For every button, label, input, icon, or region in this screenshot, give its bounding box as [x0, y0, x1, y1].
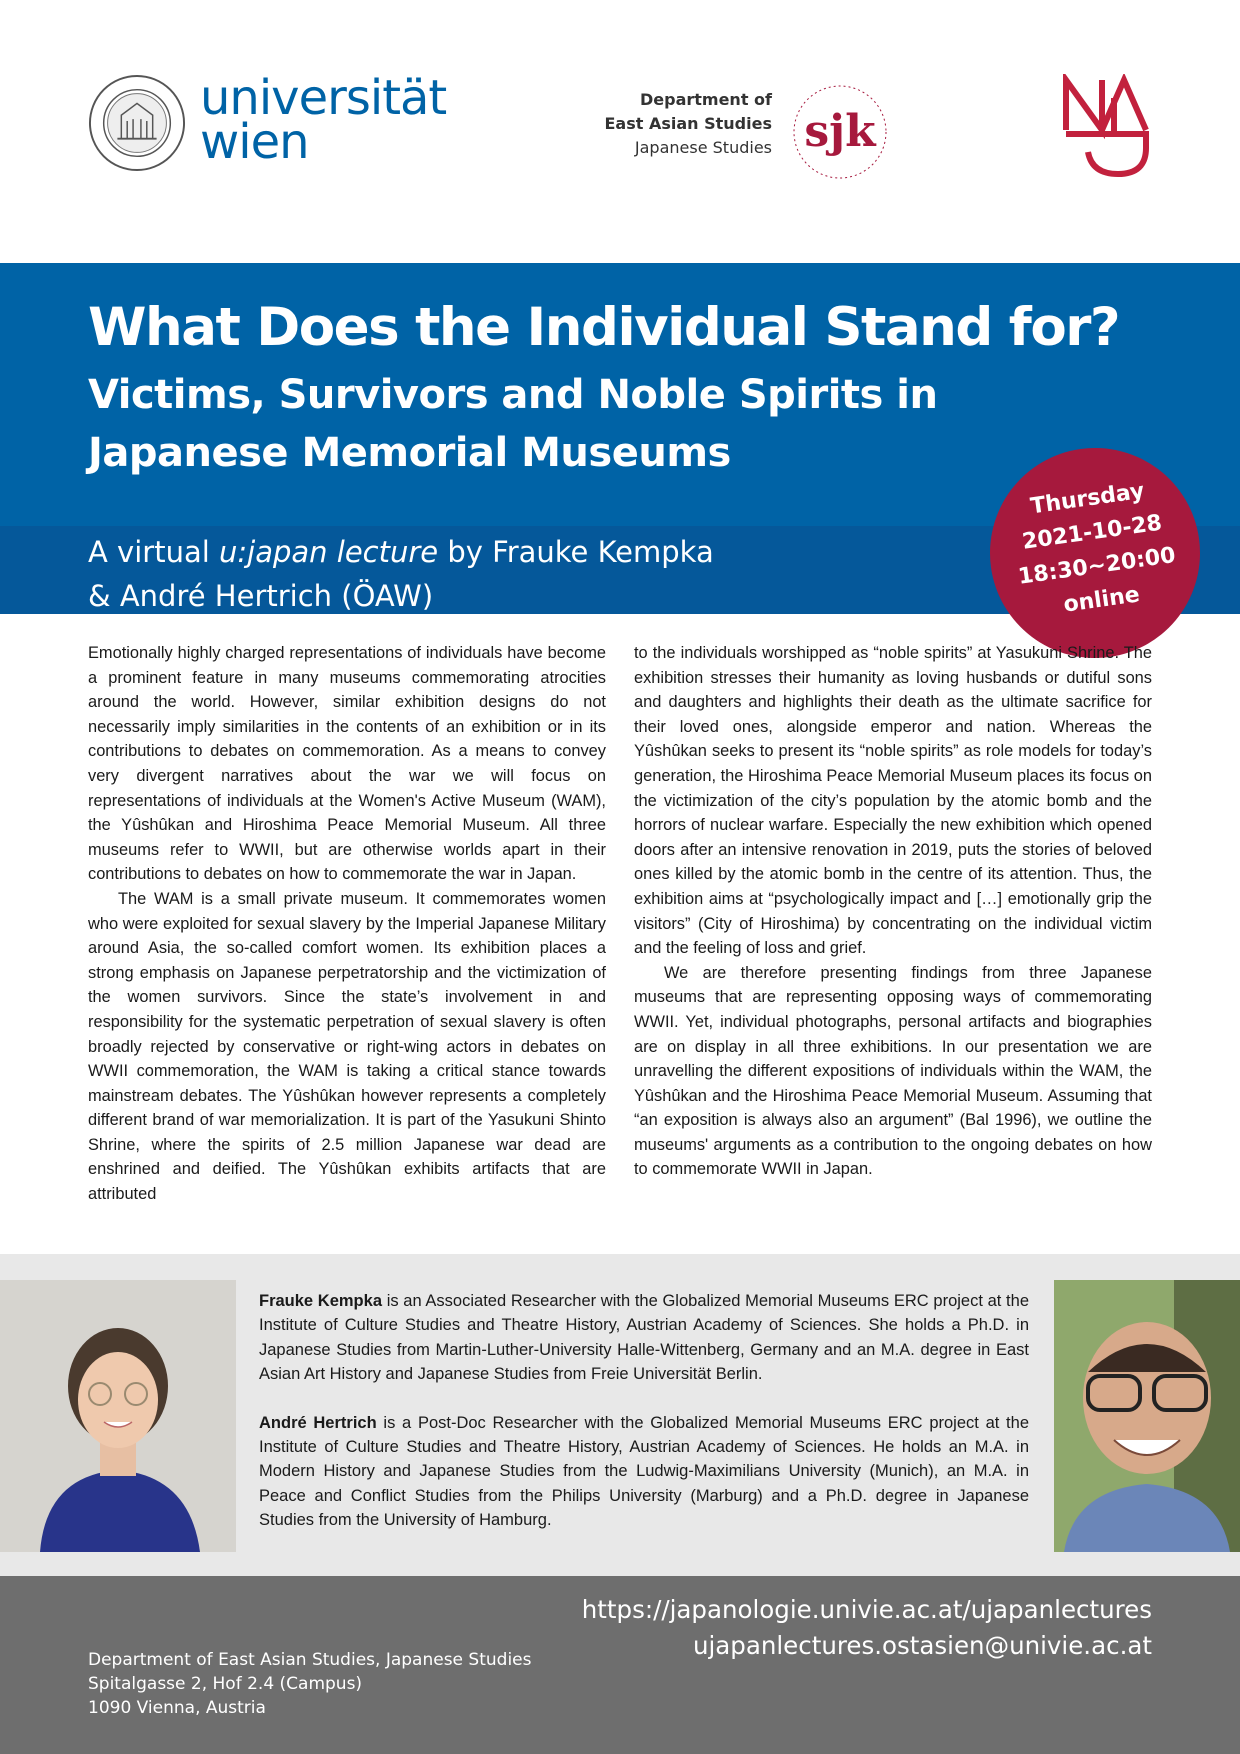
bio-kempka: Frauke Kempka is an Associated Researcher with the Globalized Memorial Museums ERC project at the Institute of Culture Studies and Theatre History, Austrian Academy of Sciences. She holds a Ph.D. in Japanese Studies from Martin-Luther-University Halle-Wittenberg, Germany and an M.A. degree in East Asian Art History and Japanese Studies from Freie Universität Berlin. [259, 1292, 1029, 1384]
bio-hertrich: André Hertrich is a Post-Doc Researcher with the Globalized Memorial Museums ERC project at the Institute of Culture Studies and Theatre History, Austrian Academy of Sciences. He holds an M.A. in Modern History and Japanese Studies from the Ludwig-Maximilians University (Munich), an M.A. in Peace and Conflict Studies from the Philips University (Marburg) and a Ph.D. degree in Japanese Studies from the University of Hamburg. [259, 1413, 1029, 1530]
speaker-photo-hertrich [1054, 1280, 1240, 1552]
university-wordmark: universität wien [200, 70, 447, 170]
lecture-series-url[interactable]: https://japanologie.univie.ac.at/ujapanlectures [581, 1595, 1152, 1624]
lecture-info: A virtual u:japan lecture by Frauke Kempka & André Hertrich (ÖAW) [88, 535, 714, 613]
university-seal-icon [88, 74, 186, 172]
department-name: Department of East Asian Studies Japanese Studies [604, 90, 772, 157]
event-day: Thursday [1028, 478, 1146, 520]
postal-address: Department of East Asian Studies, Japanese Studies Spitalgasse 2, Hof 2.4 (Campus) 1090 Vienna, Austria [88, 1650, 532, 1718]
university-vienna-logo [88, 70, 468, 174]
event-date: 2021-10-28 [1020, 510, 1164, 555]
page-subtitle: Victims, Survivors and Noble Spirits in Japanese Memorial Museums [88, 372, 938, 476]
department-seal-icon [790, 82, 890, 182]
event-mode: online [1062, 582, 1142, 618]
abstract-paragraph-3: We are therefore presenting findings from three Japanese museums that are representing opposing ways of commemorating WWII. Yet, individual photographs, personal artifacts and biographies are on display in all three exhibitions. In our presentation we are unravelling the different expositions of individuals within the WAM, the Yûshûkan and the Hiroshima Peace Memorial Museum. Assuming that “an exposition is always also an argument” (Bal 1996), we outline the museums' arguments as a contribution to the ongoing debates on how to commemorate WWII in Japan. [634, 963, 1152, 1179]
page-title: What Does the Individual Stand for? [88, 297, 1120, 358]
abstract-paragraph-2-part-2: to the individuals worshipped as “noble spirits” at Yasukuni Shrine. The exhibition stresses their humanity as loving husbands or dutiful sons and daughters and highlights their death as the ultimate sacrifice for their loved ones, alongside emperor and nation. Whereas the Yûshûkan seeks to present its “noble spirits” as role models for today’s generation, the Hiroshima Peace Memorial Museum places its focus on the victimization of the city’s population by the atomic bomb and the horrors of nuclear warfare. Especially the new exhibition which opened doors after an intensive renovation in 2019, puts the stories of beloved ones killed by the atomic bomb in the centre of its attention. Thus, the exhibition aims at “psychologically impact and […] emotionally grip the visitors” (City of Hiroshima) by concentrating on the individual victim and the feeling of loss and grief. [634, 644, 1152, 958]
abstract-column-right [634, 641, 1152, 1182]
abstract-paragraph-1: Emotionally highly charged representations of individuals have become a prominent feature in many museums commemorating atrocities around the world. However, similar exhibition designs do not necessarily imply similarities in the contents of an exhibition or in its contributions to debates on commemoration. As a means to convey very divergent narratives about the war we will focus on representations of individuals at the Women's Active Museum (WAM), the Yûshûkan and Hiroshima Peace Memorial Museum. All three museums refer to WWII, but are otherwise worlds apart in their contributions to debates on how to commemorate the war in Japan. [88, 644, 606, 884]
abstract-paragraph-2-part-1: The WAM is a small private museum. It commemorates women who were exploited for sexual slavery by the Imperial Japanese Military around Asia, the so-called comfort women. Its exhibition places a strong emphasis on Japanese perpetratorship and the victimization of the women survivors. Since the state’s involvement in and responsibility for the systematic perpetration of sexual slavery is often broadly rejected by conservative or right-wing actors in debates on WWII commemoration, the WAM is taking a critical stance towards mainstream debates. The Yûshûkan however represents a completely different brand of war memorialization. It is part of the Yasukuni Shinto Shrine, where the spirits of 2.5 million Japanese war dead are enshrined and deified. The Yûshûkan exhibits artifacts that are attributed [88, 889, 606, 1204]
aaj-logo-icon [1062, 74, 1152, 178]
contact-email[interactable]: ujapanlectures.ostasien@univie.ac.at [692, 1631, 1152, 1660]
speaker-photo-kempka [0, 1280, 236, 1552]
svg-text:sjk: sjk [804, 106, 876, 157]
event-time: 18:30~20:00 [1016, 542, 1178, 590]
abstract-column-left [88, 641, 606, 1207]
speaker-bios [259, 1289, 1029, 1557]
department-logo [560, 82, 890, 192]
